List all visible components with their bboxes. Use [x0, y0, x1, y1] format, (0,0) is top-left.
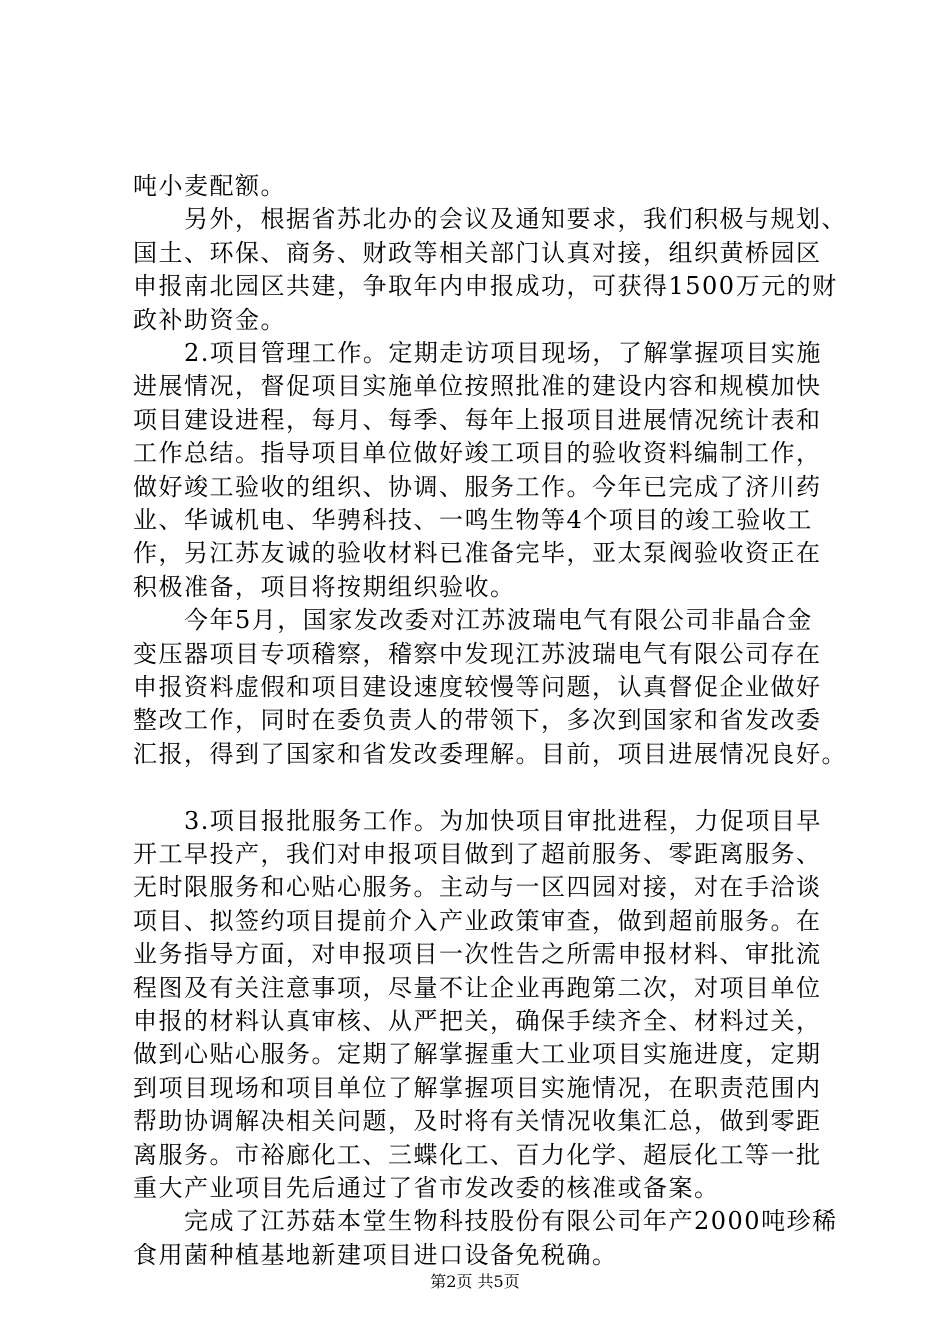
- body-text-line: 业务指导方面，对申报项目一次性告之所需申报材料、审批流: [133, 940, 822, 969]
- body-text-line: 申报资料虚假和项目建设速度较慢等问题，认真督促企业做好: [133, 673, 822, 701]
- body-text-line: 另外，根据省苏北办的会议及通知要求，我们积极与规划、: [133, 205, 847, 234]
- body-text-line: 项目建设进程，每月、每季、每年上报项目进展情况统计表和: [133, 405, 822, 434]
- body-text-line: 今年5月，国家发改委对江苏波瑞电气有限公司非晶合金: [133, 606, 813, 635]
- body-text-line: 程图及有关注意事项，尽量不让企业再跑第二次，对项目单位: [133, 973, 822, 1002]
- body-text-line: 业、华诚机电、华骋科技、一鸣生物等4个项目的竣工验收工: [133, 506, 813, 534]
- body-text-line: 完成了江苏菇本堂生物科技股份有限公司年产2000吨珍稀: [133, 1207, 838, 1236]
- page-number-footer: 第2页 共5页: [430, 1272, 520, 1291]
- body-text-line: 到项目现场和项目单位了解掌握项目实施情况，在职责范围内: [133, 1073, 822, 1102]
- body-text-line: 申报的材料认真审核、从严把关，确保手续齐全、材料过关，: [133, 1007, 822, 1035]
- body-text-line: 国土、环保、商务、财政等相关部门认真对接，组织黄桥园区: [133, 238, 822, 267]
- body-text-line: 工作总结。指导项目单位做好竣工项目的验收资料编制工作，: [133, 439, 822, 468]
- body-text-line: 申报南北园区共建，争取年内申报成功，可获得1500万元的财: [133, 272, 838, 301]
- body-text-line: 3.项目报批服务工作。为加快项目审批进程，力促项目早: [133, 806, 822, 835]
- body-text-line: 做好竣工验收的组织、协调、服务工作。今年已完成了济川药: [133, 472, 822, 501]
- body-text-line: 整改工作，同时在委负责人的带领下，多次到国家和省发改委: [133, 706, 822, 735]
- body-text-line: 重大产业项目先后通过了省市发改委的核准或备案。: [133, 1174, 720, 1202]
- body-text-line: 汇报，得到了国家和省发改委理解。目前，项目进展情况良好。: [133, 739, 847, 768]
- body-text-line: 吨小麦配额。: [133, 172, 286, 200]
- body-text-line: 离服务。市裕廊化工、三蝶化工、百力化学、超辰化工等一批: [133, 1140, 822, 1169]
- body-text-line: 政补助资金。: [133, 305, 286, 334]
- body-text-line: 积极准备，项目将按期组织验收。: [133, 572, 516, 601]
- body-text-line: 做到心贴心服务。定期了解掌握重大工业项目实施进度，定期: [133, 1040, 822, 1069]
- body-text-line: 进展情况，督促项目实施单位按照批准的建设内容和规模加快: [133, 372, 822, 401]
- body-text-line: 作，另江苏友诚的验收材料已准备完毕，亚太泵阀验收资正在: [133, 539, 822, 568]
- body-text-line: 2.项目管理工作。定期走访项目现场，了解掌握项目实施: [133, 339, 822, 367]
- body-text-line: 开工早投产，我们对申报项目做到了超前服务、零距离服务、: [133, 840, 822, 868]
- body-text-line: 变压器项目专项稽察，稽察中发现江苏波瑞电气有限公司存在: [133, 639, 822, 668]
- body-text-line: 无时限服务和心贴心服务。主动与一区四园对接，对在手洽谈: [133, 873, 822, 902]
- blank-line: [133, 771, 833, 803]
- body-text-line: 食用菌种植基地新建项目进口设备免税确。: [133, 1240, 618, 1269]
- body-text-line: 帮助协调解决相关问题，及时将有关情况收集汇总，做到零距: [133, 1107, 822, 1136]
- body-text-line: 项目、拟签约项目提前介入产业政策审查，做到超前服务。在: [133, 906, 822, 935]
